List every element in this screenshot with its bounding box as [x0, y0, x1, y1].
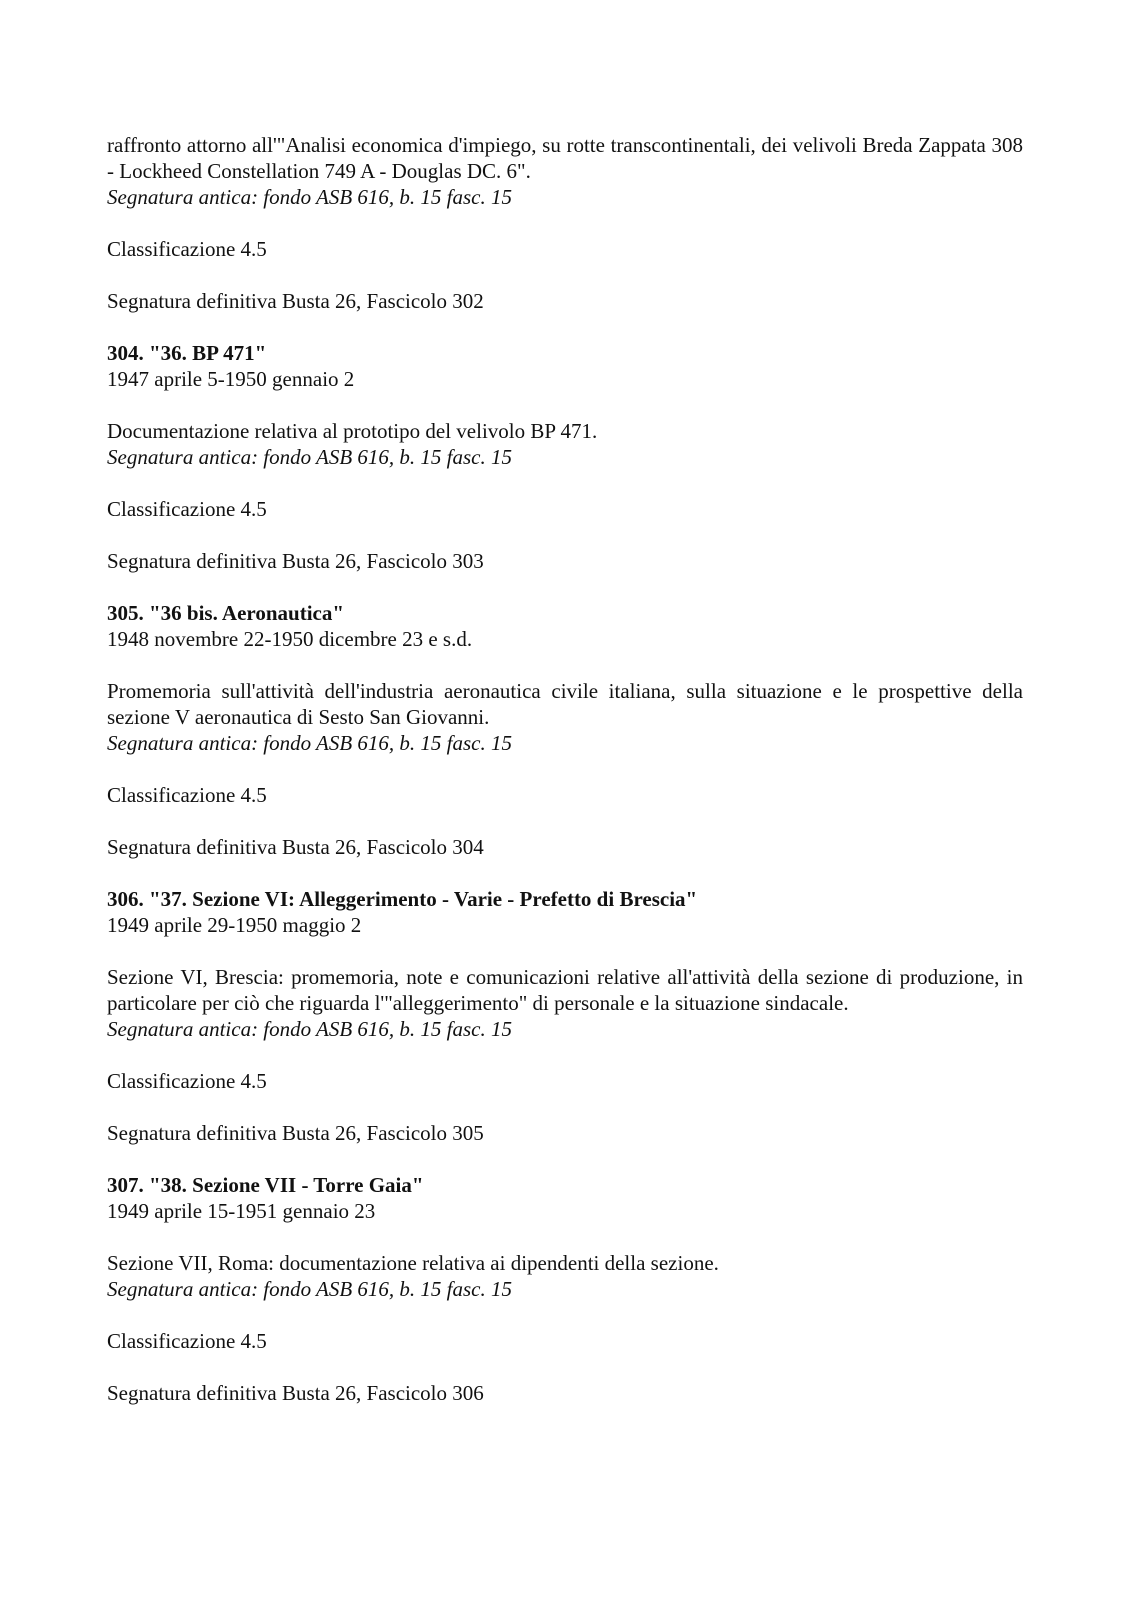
old-signature: Segnatura antica: fondo ASB 616, b. 15 fasc. 15 [107, 1277, 512, 1301]
old-signature: Segnatura antica: fondo ASB 616, b. 15 fasc. 15 [107, 731, 512, 755]
definitive-signature: Segnatura definitiva Busta 26, Fascicolo 302 [107, 289, 484, 313]
entry-dates: 1949 aprile 29-1950 maggio 2 [107, 913, 362, 937]
definitive-signature: Segnatura definitiva Busta 26, Fascicolo 304 [107, 835, 484, 859]
entry-title: 307. "38. Sezione VII - Torre Gaia" [107, 1173, 424, 1197]
entry-dates: 1948 novembre 22-1950 dicembre 23 e s.d. [107, 627, 473, 651]
entry-continuation [107, 132, 1023, 314]
entry-description: Sezione VI, Brescia: promemoria, note e comunicazioni relative all'attività della sezione di produzione, in particolare per ciò che riguarda l'"alleggerimento" di personale e la situazione sindacale. [107, 965, 1023, 1015]
entry-305 [107, 600, 1023, 860]
old-signature: Segnatura antica: fondo ASB 616, b. 15 fasc. 15 [107, 445, 512, 469]
entry-307 [107, 1172, 1023, 1406]
classification: Classificazione 4.5 [107, 1329, 267, 1353]
definitive-signature: Segnatura definitiva Busta 26, Fascicolo 305 [107, 1121, 484, 1145]
entry-description: Documentazione relativa al prototipo del velivolo BP 471. [107, 419, 598, 443]
entry-title: 306. "37. Sezione VI: Alleggerimento - Varie - Prefetto di Brescia" [107, 887, 698, 911]
entry-description: Sezione VII, Roma: documentazione relativa ai dipendenti della sezione. [107, 1251, 719, 1275]
old-signature: Segnatura antica: fondo ASB 616, b. 15 fasc. 15 [107, 1017, 512, 1041]
definitive-signature: Segnatura definitiva Busta 26, Fascicolo 306 [107, 1381, 484, 1405]
entry-304 [107, 340, 1023, 574]
old-signature: Segnatura antica: fondo ASB 616, b. 15 fasc. 15 [107, 185, 512, 209]
classification: Classificazione 4.5 [107, 1069, 267, 1093]
entry-description: raffronto attorno all'"Analisi economica d'impiego, su rotte transcontinentali, dei velivoli Breda Zappata 308 - Lockheed Constellation 749 A - Douglas DC. 6". [107, 133, 1023, 183]
document-page [107, 132, 1023, 1406]
entry-title: 304. "36. BP 471" [107, 341, 267, 365]
classification: Classificazione 4.5 [107, 237, 267, 261]
classification: Classificazione 4.5 [107, 783, 267, 807]
definitive-signature: Segnatura definitiva Busta 26, Fascicolo 303 [107, 549, 484, 573]
entry-306 [107, 886, 1023, 1146]
entry-title: 305. "36 bis. Aeronautica" [107, 601, 345, 625]
entry-dates: 1947 aprile 5-1950 gennaio 2 [107, 367, 355, 391]
entry-dates: 1949 aprile 15-1951 gennaio 23 [107, 1199, 376, 1223]
classification: Classificazione 4.5 [107, 497, 267, 521]
entry-description: Promemoria sull'attività dell'industria aeronautica civile italiana, sulla situazione e le prospettive della sezione V aeronautica di Sesto San Giovanni. [107, 679, 1023, 729]
